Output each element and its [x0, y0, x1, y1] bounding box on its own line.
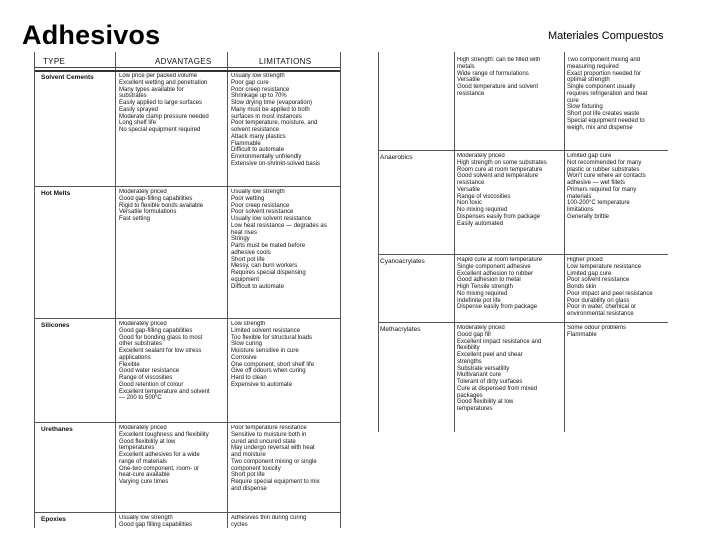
- cell-line: Difficult to automate: [231, 283, 284, 290]
- cell-line: packages: [457, 392, 483, 399]
- cell-line: materials: [567, 193, 592, 200]
- cell-line: Poor wetting: [231, 195, 265, 202]
- cell-line: Excellent impact resistance and: [457, 338, 542, 345]
- cell-line: component toxicity: [231, 465, 281, 472]
- cell-line: High strength: can be filled with: [457, 57, 541, 63]
- limitations-cell: [231, 425, 339, 493]
- cell-line: Poor solvent resistance: [567, 277, 630, 284]
- cell-line: Easily automated: [457, 220, 504, 227]
- cell-line: cycles: [231, 521, 248, 528]
- cell-line: Substrate versatility: [457, 365, 510, 372]
- row-divider: [378, 150, 668, 151]
- cell-line: Good water resistance: [119, 368, 180, 375]
- cell-line: Dispenses easily from package: [457, 213, 541, 220]
- cell-line: environmental resistance: [567, 311, 634, 317]
- limitations-cell: [567, 57, 667, 131]
- row-divider: [35, 318, 340, 319]
- cell-line: Usually low strength: [119, 515, 173, 521]
- cell-line: heat rises: [231, 229, 258, 236]
- cell-line: Adhesives thin during curing: [231, 515, 307, 521]
- cell-line: Hard to clean: [231, 375, 267, 381]
- advantages-cell: [119, 73, 225, 134]
- cell-line: solvent resistance: [231, 127, 280, 133]
- cell-line: Excellent peel and shear: [457, 352, 523, 358]
- cell-line: adhesive — wet fillets: [567, 180, 626, 186]
- cell-line: Moderately priced: [457, 325, 505, 331]
- cell-line: Low strength: [231, 321, 266, 327]
- cell-line: High Tensile strength: [457, 284, 513, 290]
- cell-line: Usually low solvent resistance: [231, 216, 312, 222]
- cell-line: Sensitive to moisture both in: [231, 431, 307, 438]
- cell-line: Exact proportion needed for: [567, 70, 642, 77]
- cell-line: Good gap fill: [457, 331, 491, 338]
- cell-line: Range of viscosities: [119, 375, 173, 381]
- cell-line: Flammable: [567, 331, 597, 338]
- cell-line: Good solvent and temperature: [457, 173, 539, 180]
- table-row: [378, 54, 668, 138]
- cell-line: Multivariant cure: [457, 372, 502, 379]
- cell-line: Good gap-filling capabilities: [119, 195, 193, 202]
- cell-line: Messy, can burn workers: [231, 263, 298, 270]
- cell-line: Low heat resistance — degrades as: [231, 222, 327, 229]
- cell-line: Bonds skin: [567, 284, 597, 290]
- cell-line: Poor creep resistance: [231, 202, 290, 209]
- row-divider: [378, 254, 668, 255]
- cell-line: Special equipment needed to: [567, 117, 645, 124]
- left-table-header: [35, 57, 340, 68]
- cell-line: Expensive to automate: [231, 381, 293, 388]
- adhesive-type: Solvent Cements: [41, 74, 94, 81]
- cell-line: Excellent adhesion to rubber: [457, 270, 534, 277]
- cell-line: Poor temperature resistance: [231, 425, 307, 431]
- cell-line: Poor impact and peel resistance: [567, 290, 653, 297]
- row-divider: [35, 70, 340, 72]
- cell-line: Won't cure where air contacts: [567, 173, 646, 180]
- cell-line: cured and uncured state: [231, 438, 296, 445]
- cell-line: Slow fixturing: [567, 104, 603, 111]
- cell-line: Shrinkage up to 70%: [231, 93, 287, 100]
- adhesive-type: Urethanes: [41, 426, 73, 433]
- cell-line: Easily applied to large surfaces: [119, 100, 203, 106]
- cell-line: Corrosive: [231, 354, 257, 361]
- cell-line: temperatures: [457, 406, 493, 412]
- cell-line: Wide range of formulations: [457, 70, 529, 77]
- slide-title: Adhesivos: [22, 20, 161, 50]
- cell-line: Poor solvent resistance: [231, 209, 294, 216]
- cell-line: Environmentally unfriendly: [231, 154, 302, 160]
- cell-line: strengths: [457, 358, 482, 365]
- table-row: [35, 512, 340, 528]
- cell-line: Short pot life creates waste: [567, 111, 640, 117]
- adhesive-type: Anaerobics: [380, 154, 413, 161]
- cell-line: Moderate clamp pressure needed: [119, 113, 209, 120]
- cell-line: surfaces in most instances: [231, 113, 302, 120]
- cell-line: weigh, mix and dispense: [567, 124, 633, 131]
- cell-line: applications: [119, 354, 151, 361]
- cell-line: Good gap-filling capabilities: [119, 327, 193, 334]
- cell-line: Give off odours when curing: [231, 368, 306, 375]
- cell-line: Moderately priced: [119, 189, 167, 195]
- cell-line: Flexible: [119, 361, 140, 368]
- cell-line: resistance: [457, 180, 485, 186]
- cell-line: Low temperature resistance: [567, 263, 642, 270]
- cell-line: limitations: [567, 207, 594, 213]
- advantages-cell: [457, 325, 562, 413]
- cell-line: Not recommended for many: [567, 159, 642, 166]
- header-advantages: ADVANTAGES: [155, 57, 212, 66]
- cell-line: temperatures: [119, 445, 155, 452]
- cell-line: No mixing required: [457, 290, 508, 297]
- table-row: [378, 322, 668, 422]
- cell-line: One component, short shelf life: [231, 361, 315, 368]
- cell-line: High strength on some substrates: [457, 159, 547, 166]
- cell-line: and dispense: [231, 485, 267, 492]
- header-limitations: LIMITATIONS: [259, 57, 312, 66]
- cell-line: Moisture sensitive in cure: [231, 348, 299, 354]
- limitations-cell: [231, 189, 339, 290]
- cell-line: Attack many plastics: [231, 133, 286, 140]
- cell-line: Good flexibility at low: [457, 399, 514, 406]
- cell-line: Two component mixing or single: [231, 458, 317, 465]
- cell-line: Require special equipment to mix: [231, 479, 320, 485]
- cell-line: Limited solvent resistance: [231, 327, 301, 334]
- header-type: TYPE: [43, 57, 66, 66]
- cell-line: Short pot life: [231, 472, 265, 479]
- cell-line: Many types available for: [119, 86, 184, 93]
- cell-line: Varying cure times: [119, 479, 169, 485]
- cell-line: Good retention of colour: [119, 381, 184, 388]
- table-row: [35, 186, 340, 308]
- cell-line: substrates: [119, 93, 147, 100]
- advantages-cell: [119, 189, 225, 223]
- cell-line: Long shelf life: [119, 120, 157, 127]
- adhesive-type: Epoxies: [41, 516, 66, 523]
- cell-line: Single component usually: [567, 84, 636, 90]
- left-adhesives-table: [34, 52, 341, 528]
- cell-line: and moisture: [231, 452, 266, 458]
- cell-line: Limited gap cure: [567, 270, 612, 277]
- cell-line: One-two component, room- or: [119, 465, 200, 472]
- cell-line: Too flexible for structural loads: [231, 334, 313, 341]
- row-divider: [35, 422, 340, 423]
- advantages-cell: [457, 57, 562, 98]
- table-row: [35, 422, 340, 510]
- cell-line: Rapid cure at room temperature: [457, 257, 543, 263]
- cell-line: Usually low strength: [231, 189, 285, 195]
- cell-line: Slow curing: [231, 341, 263, 348]
- cell-line: Poor durability on glass: [567, 297, 630, 304]
- limitations-cell: [567, 153, 667, 221]
- cell-line: Range of viscosities: [457, 193, 511, 200]
- cell-line: Poor gap cure: [231, 79, 269, 86]
- advantages-cell: [119, 515, 225, 529]
- cell-line: — 200 to 500°C: [119, 395, 162, 402]
- cell-line: Parts must be mated before: [231, 243, 306, 249]
- cell-line: Non toxic: [457, 200, 483, 207]
- cell-line: adhesive cools: [231, 249, 271, 256]
- cell-line: Requires special dispensing: [231, 270, 306, 276]
- cell-line: Excellent wetting and penetration: [119, 79, 208, 86]
- cell-line: Poor temperature, moisture, and: [231, 120, 318, 127]
- cell-line: Good adhesion to metal: [457, 277, 521, 284]
- cell-line: flexibility: [457, 345, 480, 352]
- cell-line: Dispense easily from package: [457, 304, 538, 311]
- cell-line: Tolerant of dirty surfaces: [457, 379, 523, 385]
- cell-line: Good flexibility at low: [119, 438, 176, 445]
- cell-line: No special equipment required: [119, 127, 201, 133]
- row-divider: [378, 322, 668, 323]
- adhesive-type: Silicones: [41, 322, 70, 329]
- cell-line: Good for bonding glass to most: [119, 334, 203, 341]
- cell-line: Versatile: [457, 186, 481, 193]
- cell-line: Slow drying time (evaporation): [231, 100, 313, 106]
- row-divider: [35, 186, 340, 187]
- adhesive-type: Cyanoacrylates: [380, 258, 425, 265]
- cell-line: Cure at dispensed from mixed: [457, 385, 538, 392]
- cell-line: Moderately priced: [119, 321, 167, 327]
- cell-line: Primers required for many: [567, 186, 637, 193]
- adhesive-type: Methacrylates: [380, 326, 421, 333]
- limitations-cell: [567, 325, 667, 339]
- adhesive-type: Hot Melts: [41, 190, 71, 197]
- advantages-cell: [119, 425, 225, 486]
- cell-line: Moderately priced: [119, 425, 167, 431]
- row-divider: [35, 512, 340, 513]
- advantages-cell: [119, 321, 225, 402]
- cell-line: plastic or rubber substrates: [567, 166, 640, 173]
- limitations-cell: [567, 257, 667, 318]
- table-row: [378, 150, 668, 260]
- cell-line: Excellent temperature and solvent: [119, 388, 210, 395]
- cell-line: range of materials: [119, 458, 168, 465]
- cell-line: optimal strength: [567, 77, 610, 84]
- right-adhesives-table: [378, 52, 668, 432]
- cell-line: Higher priced: [567, 257, 603, 263]
- cell-line: Excellent toughness and flexibility: [119, 431, 209, 438]
- limitations-cell: [231, 515, 339, 529]
- table-row: [35, 70, 340, 186]
- cell-line: Limited gap cure: [567, 153, 612, 159]
- table-row: [35, 318, 340, 410]
- cell-line: Difficult to automate: [231, 147, 284, 154]
- cell-line: Room cure at room temperature: [457, 166, 543, 173]
- cell-line: cure: [567, 97, 579, 104]
- cell-line: Two component mixing and: [567, 57, 641, 63]
- cell-line: Moderately priced: [457, 153, 505, 159]
- cell-line: Versatile formulations: [119, 209, 177, 216]
- cell-line: resistance: [457, 90, 485, 97]
- cell-line: Flammable: [231, 140, 261, 147]
- advantages-cell: [457, 257, 562, 311]
- cell-line: Low price per packed volume: [119, 73, 198, 79]
- cell-line: other substrates: [119, 341, 163, 348]
- cell-line: Rigid to flexible bonds available: [119, 202, 204, 209]
- cell-line: Good temperature and solvent: [457, 84, 539, 90]
- cell-line: Easily sprayed: [119, 106, 159, 113]
- cell-line: Fast setting: [119, 216, 151, 222]
- cell-line: Some odour problems: [567, 325, 627, 331]
- cell-line: Usually low strength: [231, 73, 285, 79]
- cell-line: No mixing required: [457, 207, 508, 213]
- cell-line: equipment: [231, 276, 260, 283]
- cell-line: Versatile: [457, 77, 481, 84]
- limitations-cell: [231, 73, 339, 168]
- cell-line: Excellent sealant for low stress: [119, 348, 202, 354]
- slide-subtitle: Materiales Compuestos: [548, 30, 664, 42]
- cell-line: Poor creep resistance: [231, 86, 290, 93]
- cell-line: Single component adhesive: [457, 263, 531, 270]
- cell-line: Excellent adhesives for a wide: [119, 452, 200, 458]
- cell-line: Stringy: [231, 236, 250, 243]
- cell-line: Indefinite pot life: [457, 297, 501, 304]
- cell-line: Extensive on-shrinkt-solved basis: [231, 160, 321, 167]
- advantages-cell: [457, 153, 562, 227]
- cell-line: Poor in water, chemical or: [567, 304, 637, 311]
- cell-line: Many must be applied to both: [231, 106, 310, 113]
- cell-line: Good gap filling capabilities: [119, 521, 193, 528]
- cell-line: measuring required: [567, 63, 619, 70]
- cell-line: Generally brittle: [567, 213, 610, 220]
- limitations-cell: [231, 321, 339, 389]
- cell-line: May undergo reversal with heat: [231, 445, 315, 452]
- cell-line: Short pot life: [231, 256, 265, 263]
- cell-line: heat-cure available: [119, 472, 170, 479]
- cell-line: metals: [457, 63, 475, 70]
- cell-line: 100-200°C temperature: [567, 200, 630, 207]
- table-row: [378, 254, 668, 322]
- cell-line: requires refrigeration and heat: [567, 90, 648, 97]
